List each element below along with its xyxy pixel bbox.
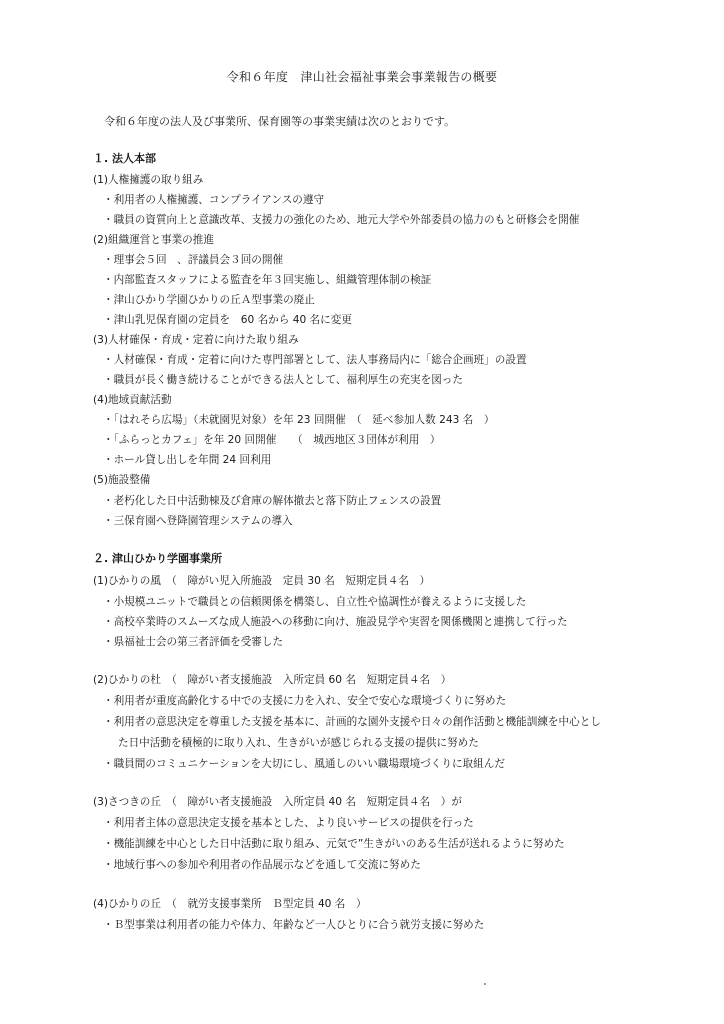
section-heading: ２. 津山ひかり学園事業所 [93,552,223,565]
list-item: ・Ｂ型事業は利用者の能力や体力、年齢など一人ひとりに合う就労支援に努めた [103,919,485,931]
list-item: ・小規模ユニットで職員との信頼関係を構築し、自立性や協調性が養えるように支援した [103,596,527,608]
list-item: ・理事会５回 、評議員会３回の開催 [103,254,284,266]
subsection-heading: (4)地域貢献活動 [93,394,172,406]
list-item: ・ホール貸し出しを年間 24 回利用 [103,454,272,466]
subsection-heading: (2)組織運営と事業の推進 [93,234,214,246]
list-item: ・職員が長く働き続けることができる法人として、福利厚生の充実を図った [103,374,463,386]
list-item: ・利用者が重度高齢化する中での支援に力を入れ、安全で安心な環境づくりに努めた [103,695,507,707]
subsection-heading: (1)ひかりの風 （ 障がい児入所施設 定員 30 名 短期定員４名 ） [93,575,431,587]
subsection-heading: (2)ひかりの杜 （ 障がい者支援施設 入所定員 60 名 短期定員４名 ） [93,674,452,686]
subsection-heading: (1)人権擁護の取り組み [93,174,204,186]
list-item: ・利用者の意思決定を尊重した支援を基本に、計画的な園外支援や日々の創作活動と機能訓練を中心とし [103,716,601,728]
document-title: 令和６年度 津山社会福祉事業会事業報告の概要 [226,70,498,84]
list-item: ・機能訓練を中心とした日中活動に取り組み、元気で”生きがいのある生活が送れるように努めた [103,838,565,850]
subsection-heading: (3)さつきの丘 （ 障がい者支援施設 入所定員 40 名 短期定員４名 ）が [93,796,462,808]
list-item: ・「ふらっとカフェ」を年 20 回開催 （ 城西地区３団体が利用 ） [103,434,441,446]
list-item: ・職員の資質向上と意識改革、支援力の強化のため、地元大学や外部委員の協力のもと研修会を開催 [103,214,580,226]
subsection-heading: (3)人材確保・育成・定着に向けた取り組み [93,334,299,346]
list-item: ・職員間のコミュニケーションを大切にし、風通しのいい職場環境づくりに取組んだ [103,758,505,770]
list-item: ・津山ひかり学園ひかりの丘Ａ型事業の廃止 [103,294,315,306]
intro-text: 令和６年度の法人及び事業所、保育園等の事業実績は次のとおりです。 [104,115,456,128]
list-item: ・三保育園へ登降園管理システムの導入 [103,515,293,527]
list-item-continuation: た日中活動を積極的に取り入れ、生きがいが感じられる支援の提供に努めた [118,737,479,749]
list-item: ・内部監査スタッフによる監査を年３回実施し、組織管理体制の検証 [103,274,432,286]
list-item: ・「はれそら広場」（未就園児対象）を年 23 回開催 （ 延べ参加人数 243 名 ） [103,414,495,426]
list-item: ・人材確保・育成・定着に向けた専門部署として、法人事務局内に「総合企画班」の設置 [103,354,527,366]
list-item: ・利用者主体の意思決定支援を基本とした、より良いサービスの提供を行った [103,817,474,829]
list-item: ・県福祉士会の第三者評価を受審した [103,636,284,648]
list-item: ・利用者の人権擁護、コンプライアンスの遵守 [103,194,325,206]
list-item: ・老朽化した日中活動棟及び倉庫の解体撤去と落下防止フェンスの設置 [103,495,442,507]
list-item: ・津山乳児保育園の定員を 60 名から 40 名に変更 [103,314,352,326]
list-item: ・地域行事への参加や利用者の作品展示などを通して交流に努めた [103,859,421,871]
subsection-heading: (5)施設整備 [93,474,151,486]
scan-speck [484,983,486,985]
subsection-heading: (4)ひかりの丘 （ 就労支援事業所 Ｂ型定員 40 名 ） [93,898,367,910]
list-item: ・高校卒業時のスムーズな成人施設への移動に向け、施設見学や実習を関係機関と連携して行った [103,616,568,628]
section-heading: １. 法人本部 [93,152,157,165]
